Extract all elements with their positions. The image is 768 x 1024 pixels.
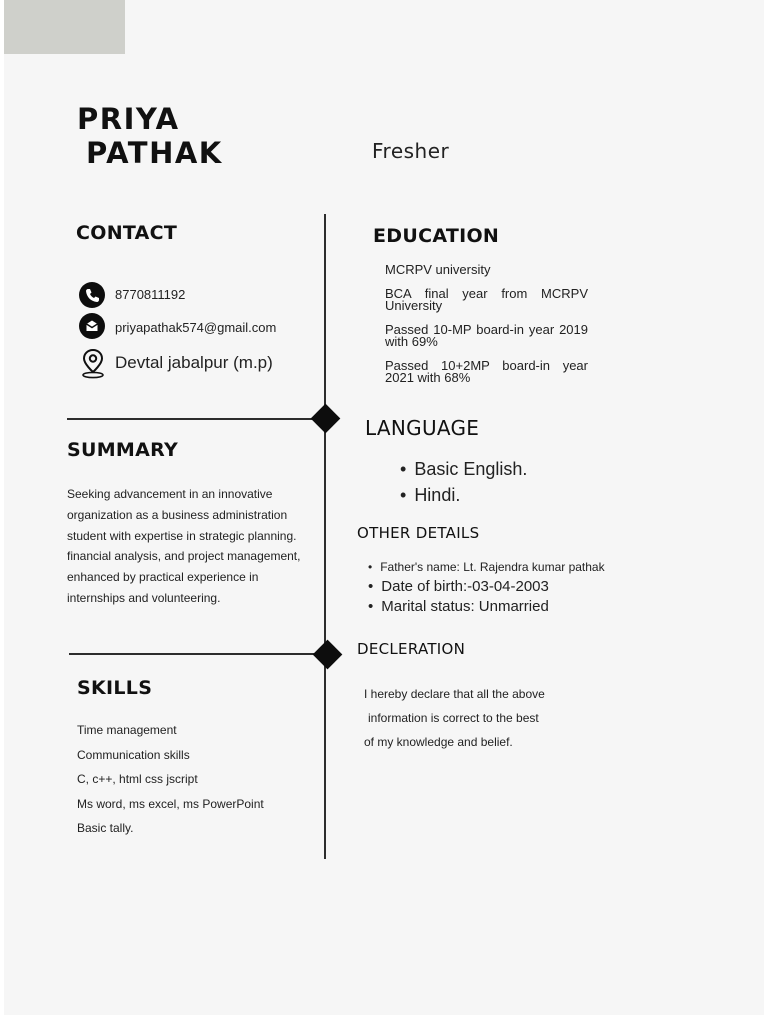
- phone-icon: [79, 282, 105, 308]
- contact-email: priyapathak574@gmail.com: [115, 320, 277, 335]
- list-item: Communication skills: [77, 747, 190, 762]
- vertical-divider: [324, 214, 326, 859]
- list-item: BCA final year from MCRPV University: [385, 286, 588, 313]
- declaration-line: information is correct to the best: [368, 711, 539, 725]
- list-item: Basic tally.: [77, 821, 134, 835]
- list-item: • Date of birth:-03-04-2003: [368, 577, 605, 597]
- education-heading: EDUCATION: [373, 225, 500, 247]
- contact-phone: 8770811192: [115, 287, 186, 302]
- other-details-list: [368, 557, 605, 617]
- declaration-line: I hereby declare that all the above: [364, 687, 545, 701]
- list-item: Time management: [77, 723, 177, 737]
- declaration-heading: DECLERATION: [357, 640, 466, 658]
- contact-heading: CONTACT: [76, 222, 178, 244]
- email-icon: [79, 313, 105, 339]
- location-pin-icon: [80, 348, 106, 380]
- list-item: C, c++, html css jscript: [77, 772, 198, 786]
- other-details-heading: OTHER DETAILS: [357, 524, 480, 542]
- divider-contact-summary: [67, 418, 325, 420]
- list-item: Passed 10-MP board-in year 2019 with 69%: [385, 322, 588, 349]
- list-item: • Father's name: Lt. Rajendra kumar pathak: [368, 557, 605, 577]
- skills-list: [77, 718, 264, 841]
- contact-address: Devtal jabalpur (m.p): [115, 353, 273, 372]
- declaration-line: of my knowledge and belief.: [364, 735, 513, 749]
- role-title: Fresher: [372, 139, 450, 163]
- list-item: • Hindi.: [400, 482, 527, 508]
- language-heading: LANGUAGE: [365, 416, 480, 440]
- education-list: [385, 264, 588, 392]
- list-item: Passed 10+2MP board-in year 2021 with 68%: [385, 358, 588, 385]
- corner-decoration: [4, 0, 125, 54]
- skills-heading: SKILLS: [77, 677, 153, 699]
- summary-heading: SUMMARY: [67, 439, 179, 461]
- list-item: • Basic English.: [400, 456, 527, 482]
- list-item: Ms word, ms excel, ms PowerPoint: [77, 796, 264, 811]
- name-first: PRIYA: [77, 102, 180, 136]
- summary-text: Seeking advancement in an innovative organization as a business administration student with expertise in strategic planning. financial analysis, and project management, enhanced by practical experience in internships and volunteering.: [67, 487, 301, 605]
- list-item: MCRPV university: [385, 262, 491, 277]
- name-last: PATHAK: [86, 136, 223, 170]
- list-item: • Marital status: Unmarried: [368, 597, 605, 617]
- divider-summary-skills: [69, 653, 325, 655]
- language-list: [400, 456, 527, 508]
- declaration-text: [364, 682, 545, 754]
